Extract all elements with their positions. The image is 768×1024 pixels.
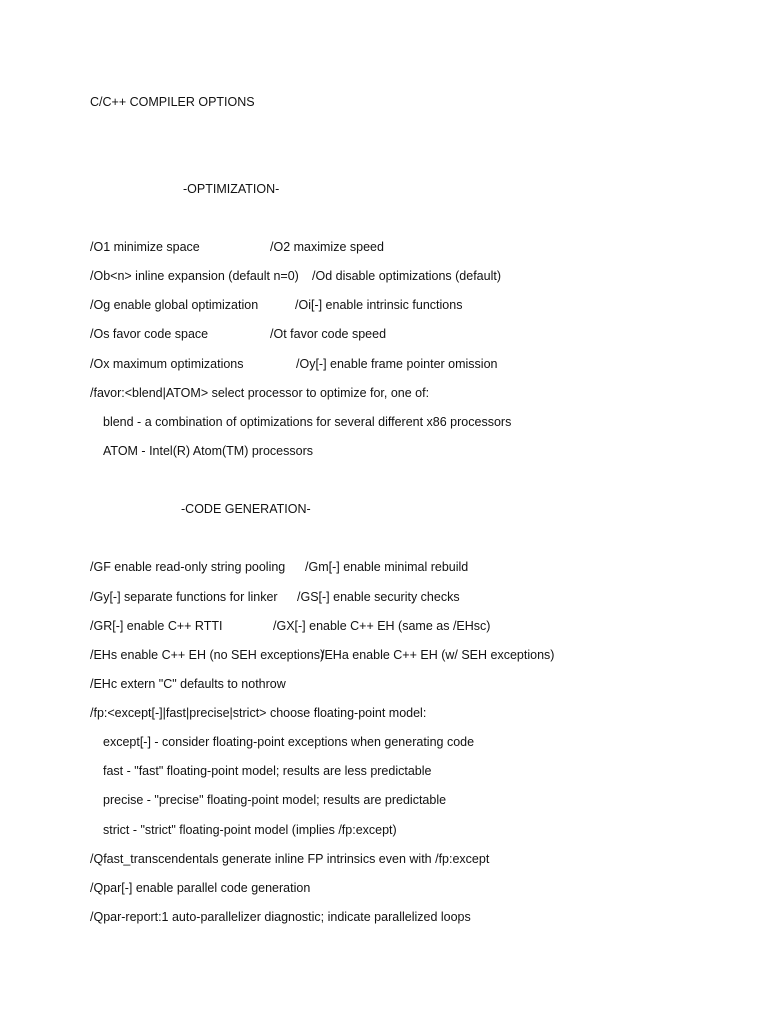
option-line: /Ot favor code speed [270, 327, 387, 341]
option-line: /Gy[-] separate functions for linker [90, 590, 278, 604]
section-heading-code-generation: -CODE GENERATION- [181, 502, 311, 516]
option-line: /Qpar[-] enable parallel code generation [90, 881, 311, 895]
option-subline: ATOM - Intel(R) Atom(TM) processors [103, 444, 313, 458]
option-line: /Ox maximum optimizations [90, 357, 244, 371]
option-line: /Oy[-] enable frame pointer omission [296, 357, 498, 371]
option-subline: except[-] - consider floating-point exceptions when generating code [103, 735, 475, 749]
document-title: C/C++ COMPILER OPTIONS [90, 95, 255, 109]
option-line: /GS[-] enable security checks [297, 590, 460, 604]
option-line: /Qpar-report:1 auto-parallelizer diagnostic; indicate parallelized loops [90, 910, 471, 924]
option-line: /Ob<n> inline expansion (default n=0) [90, 269, 299, 283]
option-line: /O2 maximize speed [270, 240, 384, 254]
option-line: /GF enable read-only string pooling [90, 560, 286, 574]
option-line: /Qfast_transcendentals generate inline FP intrinsics even with /fp:except [90, 852, 490, 866]
option-line: /O1 minimize space [90, 240, 200, 254]
option-line: /EHs enable C++ EH (no SEH exceptions) [90, 648, 325, 662]
option-line: /favor:<blend|ATOM> select processor to optimize for, one of: [90, 386, 430, 400]
option-line: /EHc extern "C" defaults to nothrow [90, 677, 286, 691]
option-line: /Oi[-] enable intrinsic functions [295, 298, 463, 312]
option-subline: precise - "precise" floating-point model; results are predictable [103, 793, 447, 807]
option-line: /GX[-] enable C++ EH (same as /EHsc) [273, 619, 491, 633]
option-line: /Gm[-] enable minimal rebuild [305, 560, 469, 574]
option-subline: strict - "strict" floating-point model (implies /fp:except) [103, 823, 397, 837]
option-line: /Og enable global optimization [90, 298, 259, 312]
option-subline: blend - a combination of optimizations for several different x86 processors [103, 415, 512, 429]
option-line: /Od disable optimizations (default) [312, 269, 501, 283]
option-line: /fp:<except[-]|fast|precise|strict> choose floating-point model: [90, 706, 427, 720]
option-line: /EHa enable C++ EH (w/ SEH exceptions) [321, 648, 555, 662]
option-line: /Os favor code space [90, 327, 209, 341]
section-heading-optimization: -OPTIMIZATION- [183, 182, 280, 196]
option-line: /GR[-] enable C++ RTTI [90, 619, 223, 633]
option-subline: fast - "fast" floating-point model; results are less predictable [103, 764, 432, 778]
